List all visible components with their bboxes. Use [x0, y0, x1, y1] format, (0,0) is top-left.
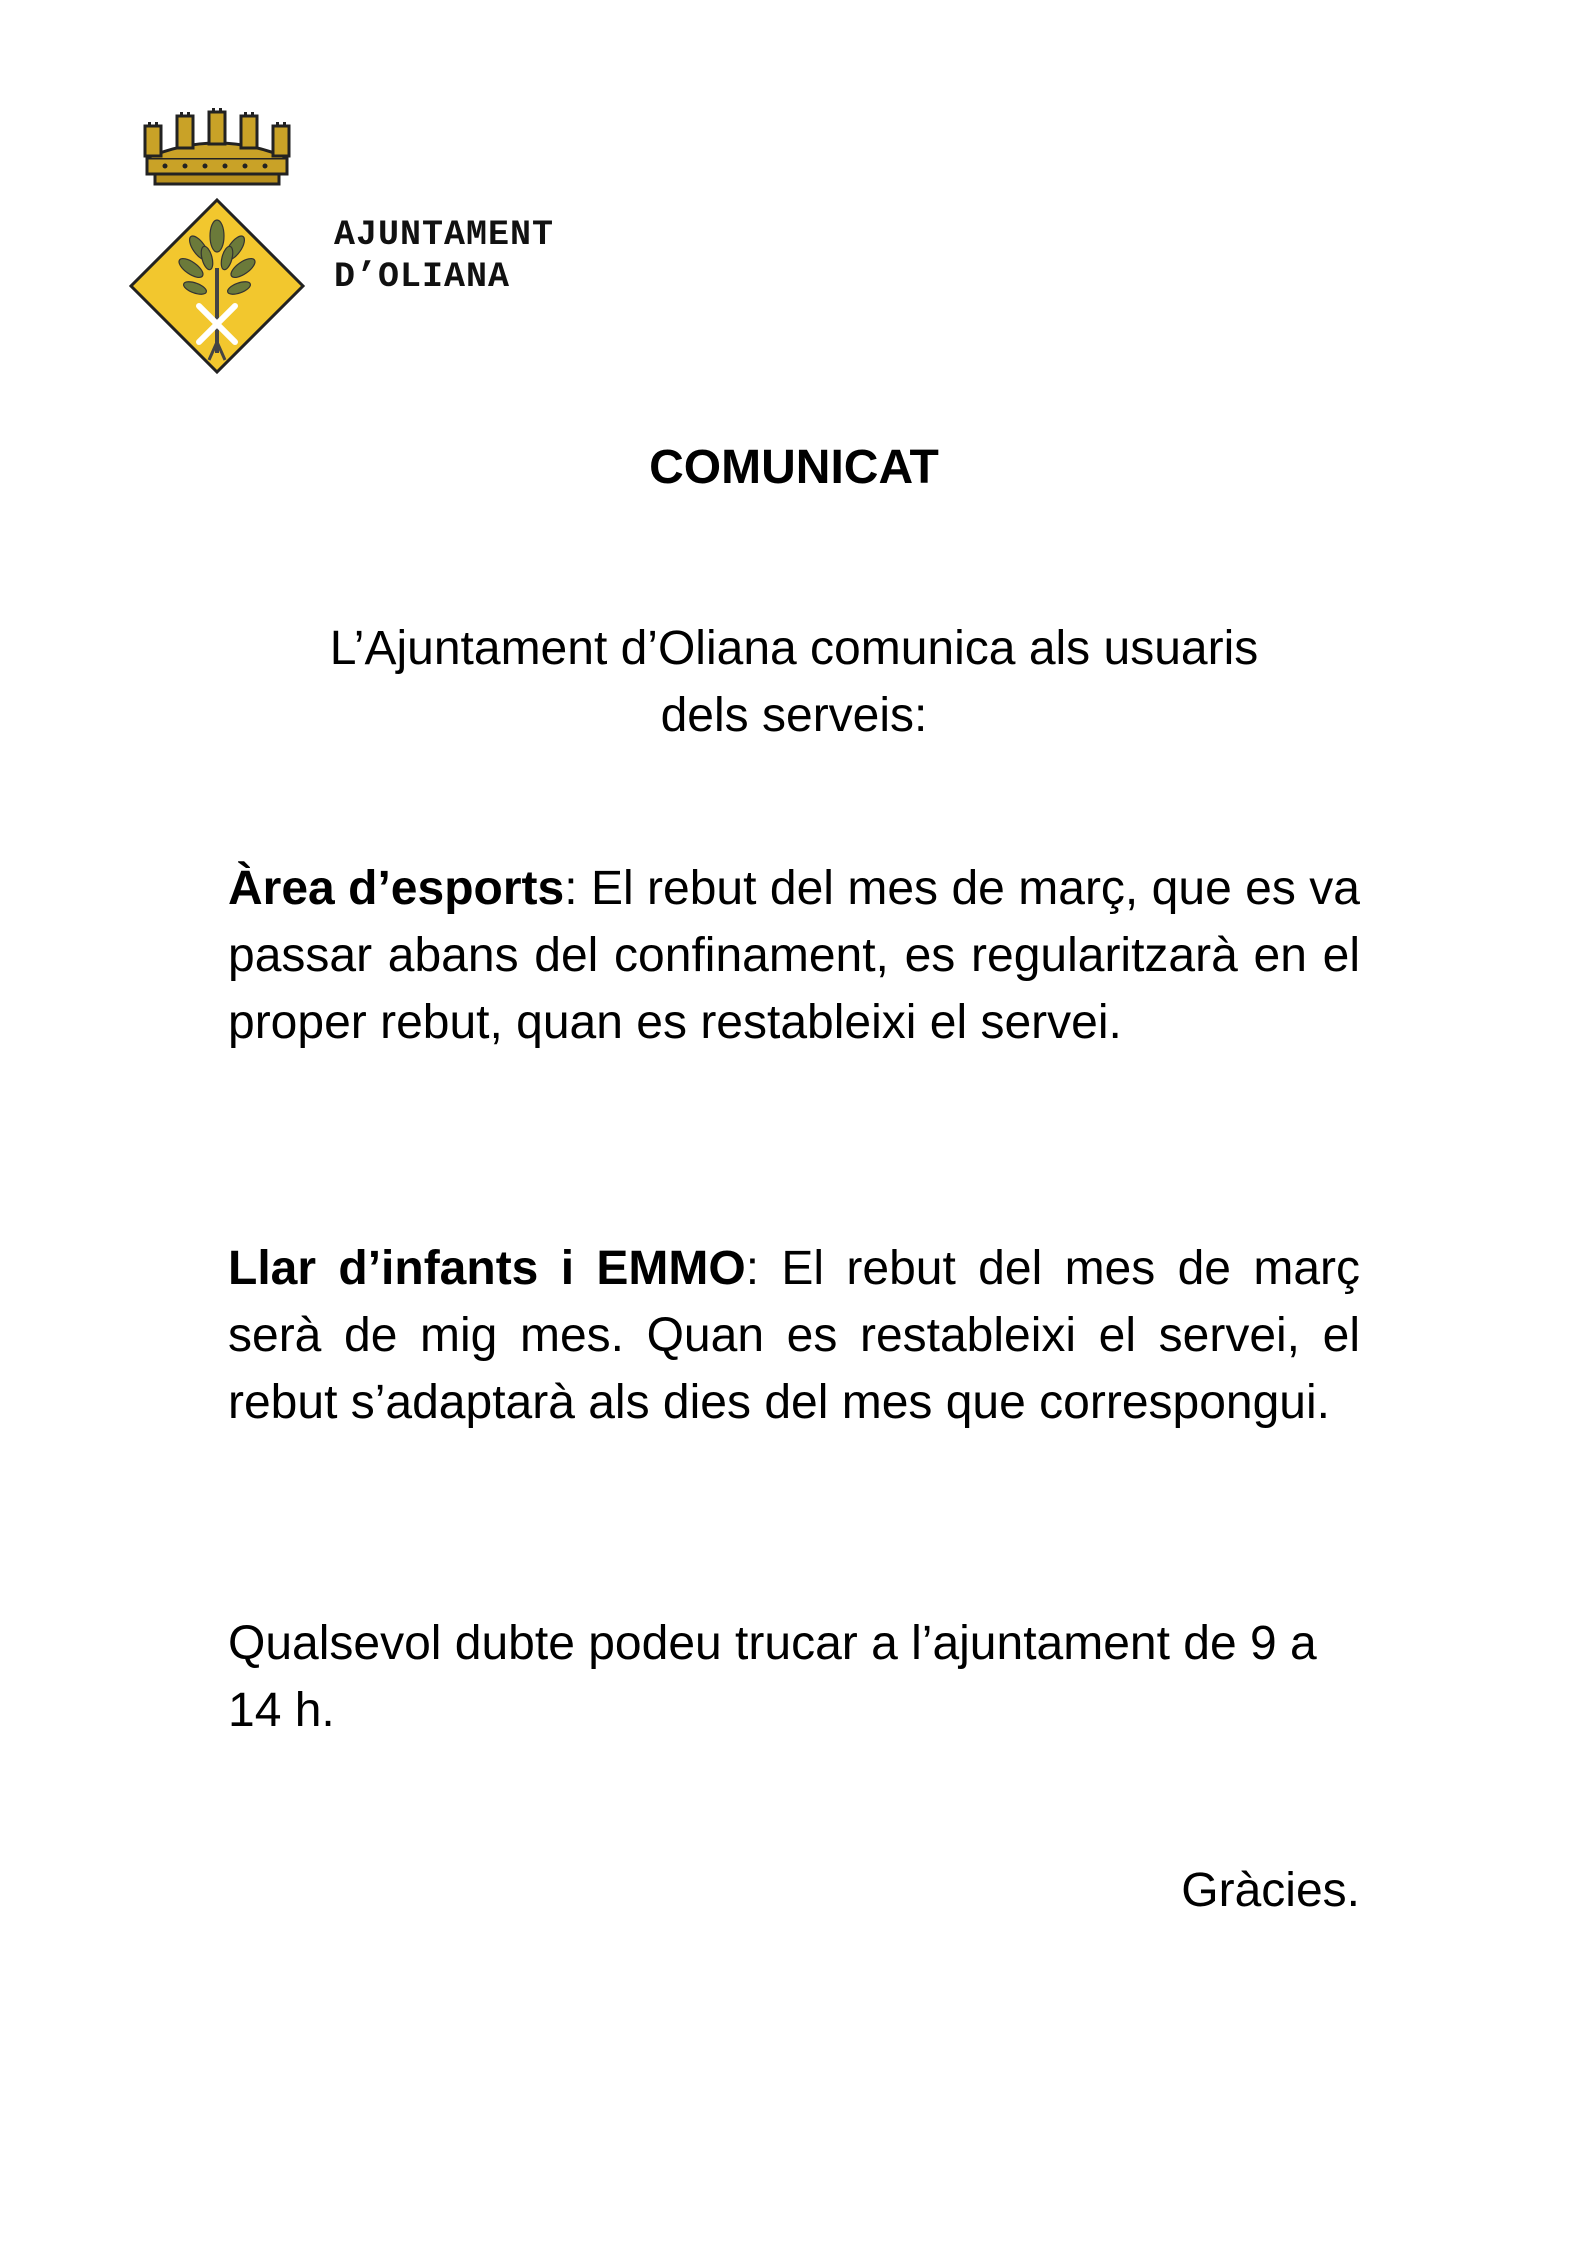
organization-name-line1: AJUNTAMENT: [334, 215, 555, 255]
intro-line1: L’Ajuntament d’Oliana comunica als usuaris: [329, 622, 1259, 675]
sports-area-heading: Àrea d’esports: [228, 862, 565, 915]
nursery-paragraph: [228, 1235, 1360, 1436]
document-title: COMUNICAT: [649, 441, 939, 494]
nursery-text: : El rebut del mes de març serà de mig mes. Quan es restableixi el servei, el rebut s’adaptarà als dies del mes que correspongui.: [228, 1242, 1360, 1429]
sports-area-paragraph: [228, 855, 1360, 1056]
organization-name: [334, 214, 554, 298]
coat-of-arms-icon: [125, 108, 310, 378]
sports-area-text: : El rebut del mes de març, que es va passar abans del confinament, es regularitzarà en el proper rebut, quan es restableixi el servei.: [228, 862, 1360, 1049]
contact-paragraph: Qualsevol dubte podeu trucar a l’ajuntament de 9 a 14 h.: [228, 1617, 1317, 1737]
organization-name-line2: D’OLIANA: [334, 257, 511, 297]
intro-line2: dels serveis:: [660, 689, 928, 742]
intro-paragraph: [240, 615, 1348, 749]
closing-text: Gràcies.: [1181, 1864, 1360, 1917]
nursery-heading: Llar d’infants i EMMO: [228, 1242, 746, 1295]
